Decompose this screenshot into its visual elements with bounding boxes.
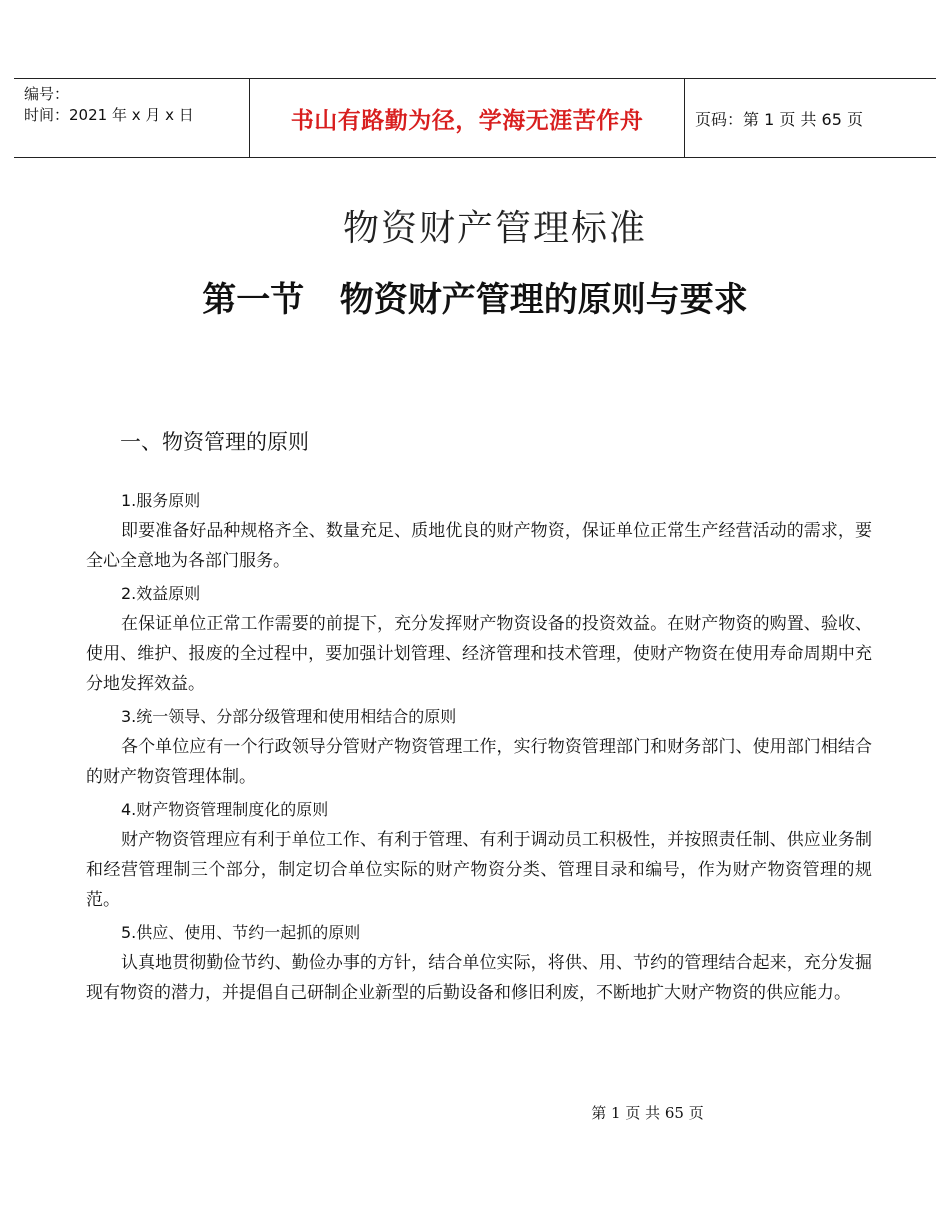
principle-text: 财产物资管理应有利于单位工作、有利于管理、有利于调动员工积极性，并按照责任制、供应业务制和经营管理制三个部分，制定切合单位实际的财产物资分类、管理目录和编号，作为财产物资管理的规范。	[86, 830, 872, 910]
document-header	[14, 78, 936, 158]
header-page-code: 页码：第 1 页 共 65 页	[695, 109, 863, 129]
principle-text: 在保证单位正常工作需要的前提下，充分发挥财产物资设备的投资效益。在财产物资的购置、验收、使用、维护、报废的全过程中，要加强计划管理、经济管理和技术管理，使财产物资在使用寿命周期中充分地发挥效益。	[86, 614, 872, 694]
header-right-cell	[685, 79, 936, 157]
principle-text: 即要准备好品种规格齐全、数量充足、质地优良的财产物资，保证单位正常生产经营活动的需求，要全心全意地为各部门服务。	[86, 521, 872, 571]
principle-text: 各个单位应有一个行政领导分管财产物资管理工作，实行物资管理部门和财务部门、使用部门相结合的财产物资管理体制。	[86, 737, 872, 787]
principle-title: 2.效益原则	[121, 584, 201, 603]
header-left-cell	[14, 79, 249, 157]
document-time-label: 时间：2021 年 x 月 x 日	[24, 106, 194, 124]
document-title: 物资财产管理标准	[342, 208, 647, 249]
principle-text: 认真地贯彻勤俭节约、勤俭办事的方针，结合单位实际，将供、用、节约的管理结合起来，充分发掘现有物资的潜力，并提倡自己研制企业新型的后勤设备和修旧利废，不断地扩大财产物资的供应能力。	[86, 953, 872, 1003]
section-title: 第一节 物资财产管理的原则与要求	[202, 280, 748, 320]
header-middle-cell	[249, 79, 685, 157]
principle-title: 3.统一领导、分部分级管理和使用相结合的原则	[121, 707, 457, 726]
header-motto: 书山有路勤为径，学海无涯苦作舟	[290, 107, 644, 134]
principle-title: 4.财产物资管理制度化的原则	[121, 800, 329, 819]
principle-title: 1.服务原则	[121, 491, 201, 510]
document-code-label: 编号：	[24, 85, 70, 103]
principles-heading: 一、物资管理的原则	[120, 430, 309, 454]
page-footer: 第 1 页 共 65 页	[591, 1104, 704, 1122]
principles-list	[86, 486, 872, 1011]
principle-title: 5.供应、使用、节约一起抓的原则	[121, 923, 361, 942]
